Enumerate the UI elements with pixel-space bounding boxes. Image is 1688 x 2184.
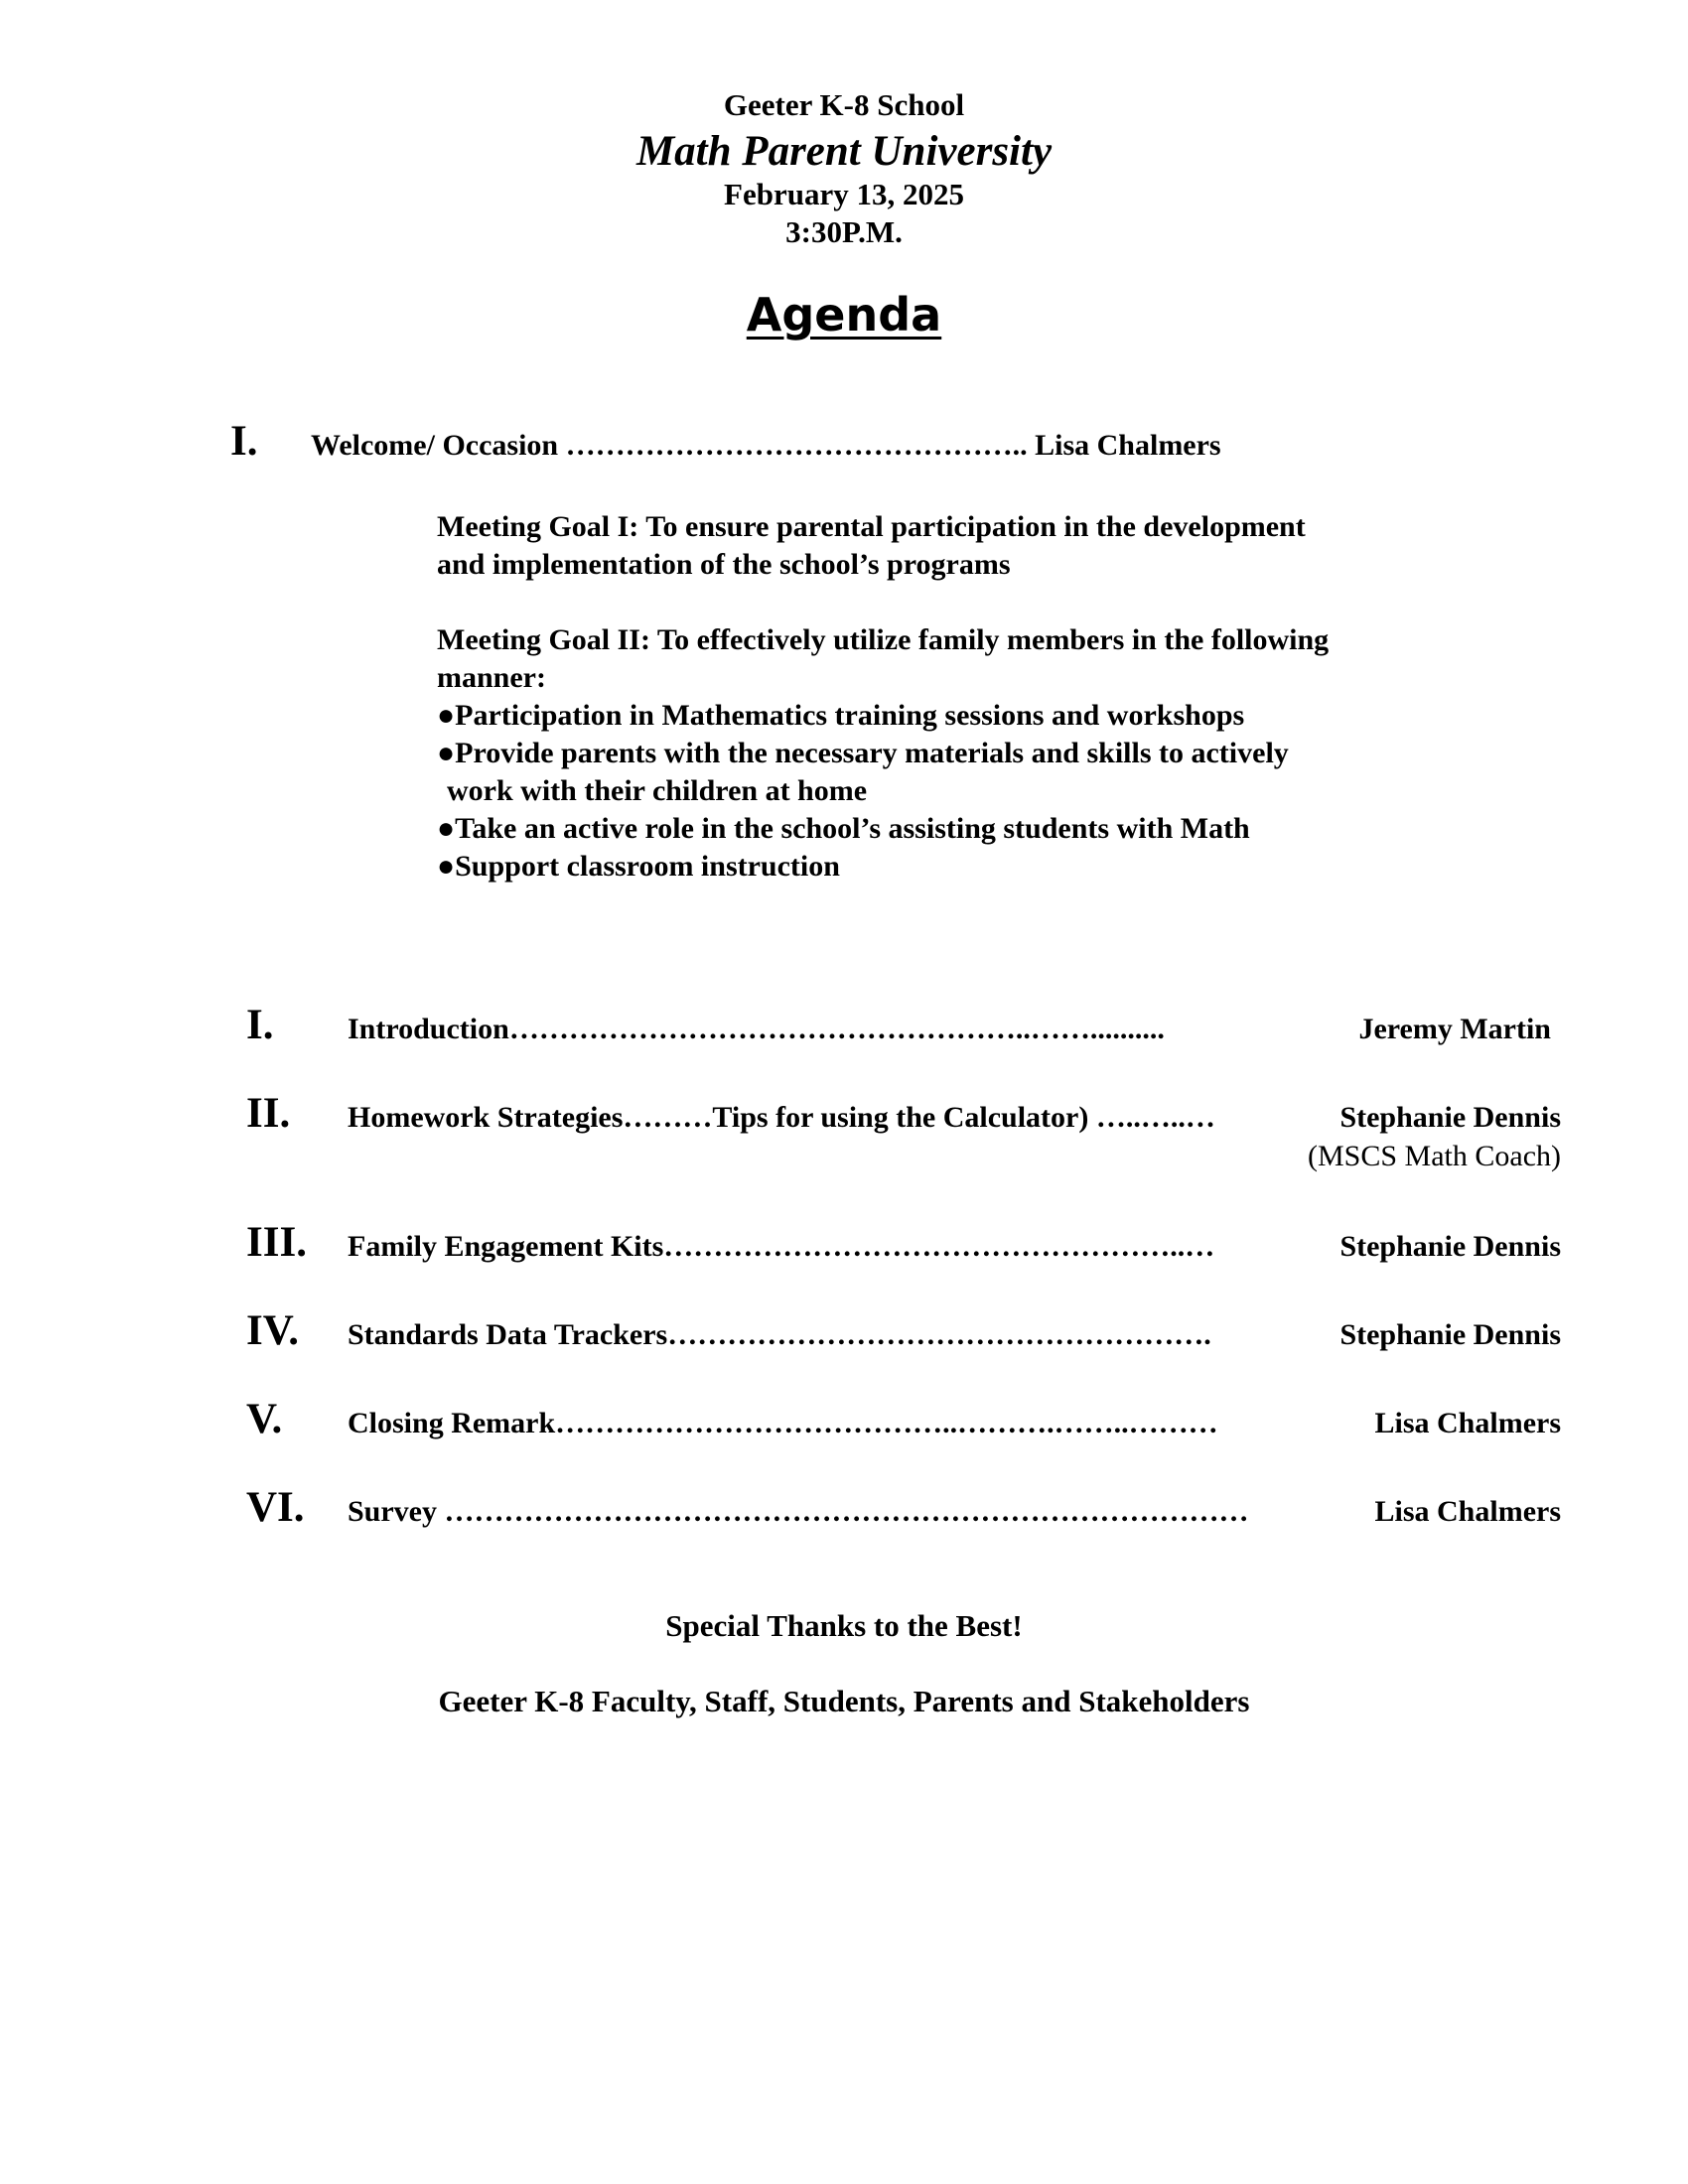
item-numeral: I.	[246, 1002, 274, 1048]
event-time: 3:30P.M.	[785, 214, 903, 249]
item-homework-strategies: Homework Strategies………Tips for using the Calculator) …..…..…	[348, 1101, 1215, 1134]
welcome-numeral: I.	[230, 418, 258, 465]
item-standards-data-trackers: Standards Data Trackers……………………………………………….	[348, 1318, 1211, 1351]
event-date: February 13, 2025	[724, 177, 964, 211]
item-presenter: Stephanie Dennis	[1339, 1230, 1561, 1263]
item-numeral: IV.	[246, 1307, 299, 1354]
school-name: Geeter K-8 School	[723, 87, 965, 122]
goal-bullet-2: ●Provide parents with the necessary materials and skills to actively	[437, 737, 1289, 769]
goal-1-line-2: and implementation of the school’s programs	[437, 548, 1011, 581]
item-introduction: Introduction……………………………………………..……..........	[348, 1013, 1165, 1045]
goal-2-line-2: manner:	[437, 661, 546, 694]
meeting-goals	[437, 508, 1430, 886]
item-survey: Survey ………………………………………………………………………	[348, 1495, 1249, 1528]
agenda-heading: Agenda	[746, 288, 942, 341]
item-presenter: Lisa Chalmers	[1374, 1407, 1561, 1439]
item-family-engagement-kits: Family Engagement Kits……………………………………………..…	[348, 1230, 1215, 1263]
item-presenter: Stephanie Dennis	[1339, 1101, 1561, 1134]
credits-line: Geeter K-8 Faculty, Staff, Students, Parents and Stakeholders	[438, 1684, 1250, 1718]
item-presenter: Jeremy Martin	[1358, 1013, 1551, 1045]
special-thanks: Special Thanks to the Best!	[665, 1608, 1023, 1643]
goal-bullet-3: ●Take an active role in the school’s assisting students with Math	[437, 812, 1250, 845]
item-numeral: II.	[246, 1090, 291, 1137]
goal-bullet-4: ●Support classroom instruction	[437, 850, 840, 883]
item-numeral: VI.	[246, 1484, 305, 1531]
item-numeral: III.	[246, 1219, 307, 1266]
goal-bullet-1: ●Participation in Mathematics training sessions and workshops	[437, 699, 1245, 732]
goal-2-line-1: Meeting Goal II: To effectively utilize family members in the following	[437, 623, 1330, 656]
item-presenter: Stephanie Dennis	[1339, 1318, 1561, 1351]
item-presenter: Lisa Chalmers	[1374, 1495, 1561, 1528]
item-presenter-note: (MSCS Math Coach)	[1308, 1140, 1561, 1172]
goal-1-line-1: Meeting Goal I: To ensure parental participation in the development	[437, 510, 1306, 543]
goal-bullet-2-continued: work with their children at home	[447, 774, 868, 807]
item-numeral: V.	[246, 1396, 283, 1442]
event-title: Math Parent University	[635, 128, 1053, 175]
welcome-line: Welcome/ Occasion ……………………………………….. Lisa Chalmers	[311, 429, 1221, 462]
item-closing-remark: Closing Remark…………………………………..……….……..………	[348, 1407, 1218, 1439]
